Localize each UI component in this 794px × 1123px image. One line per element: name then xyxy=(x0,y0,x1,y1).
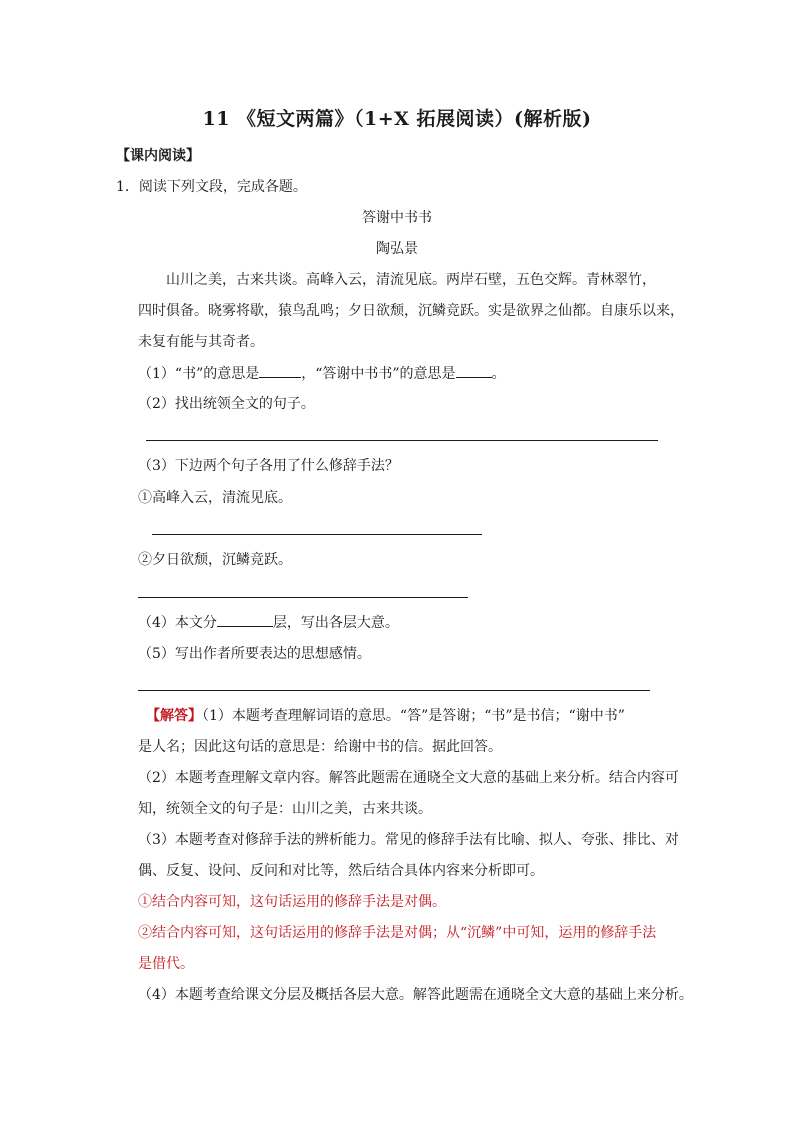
answer-text: （1）本题考查理解词语的意思。“答”是答谢；“书”是书信；“谢中书” xyxy=(202,708,625,724)
answer-line[interactable] xyxy=(152,534,482,535)
answer-text: 是借代。 xyxy=(138,956,194,972)
answer-blank[interactable] xyxy=(259,363,301,378)
answer-text: 偶、反复、设问、反问和对比等，然后结合具体内容来分析即可。 xyxy=(138,863,544,879)
sub-question-1-part-b: ，“答谢中书书”的意思是 xyxy=(301,366,456,382)
question-intro: 1．阅读下列文段，完成各题。 xyxy=(116,179,307,195)
answer-text: ①结合内容可知，这句话运用的修辞手法是对偶。 xyxy=(138,894,446,910)
section-heading: 【课内阅读】 xyxy=(116,148,200,164)
sub-question-3: （3）下边两个句子各用了什么修辞手法？ xyxy=(138,458,399,474)
sub-question-4-part-b: 层，写出各层大意。 xyxy=(272,615,399,631)
answer-line[interactable] xyxy=(138,690,650,691)
sub-question-3-item-2: ②夕日欲颓，沉鳞竞跃。 xyxy=(138,552,292,568)
passage-line: 山川之美，古来共谈。高峰入云，清流见底。两岸石壁，五色交辉。青林翠竹， xyxy=(166,272,656,288)
answer-text: （2）本题考查理解文章内容。解答此题需在通晓全文大意的基础上来分析。结合内容可 xyxy=(138,770,679,786)
answer-line[interactable] xyxy=(146,440,658,441)
answer-text: （4）本题考查给课文分层及概括各层大意。解答此题需在通晓全文大意的基础上来分析。 xyxy=(138,987,693,1003)
answer-text: （3）本题考查对修辞手法的辨析能力。常见的修辞手法有比喻、拟人、夸张、排比、对 xyxy=(138,832,679,848)
sub-question-2: （2）找出统领全文的句子。 xyxy=(138,396,315,412)
sub-question-1-part-a: （1）“书”的意思是 xyxy=(138,366,260,382)
passage-line: 未复有能与其奇者。 xyxy=(138,334,264,350)
answer-line[interactable] xyxy=(138,597,468,598)
answer-line-1 xyxy=(146,706,625,726)
sub-question-4 xyxy=(138,612,399,633)
answer-blank[interactable] xyxy=(217,612,273,627)
passage-line: 四时俱备。晓雾将歇，猿鸟乱鸣；夕日欲颓，沉鳞竞跃。实是欲界之仙都。自康乐以来， xyxy=(138,303,684,319)
page-title: 11 《短文两篇》（1+X 拓展阅读）(解析版) xyxy=(202,108,592,130)
answer-text: 知，统领全文的句子是：山川之美，古来共谈。 xyxy=(138,801,432,817)
answer-text: ②结合内容可知，这句话运用的修辞手法是对偶；从“沉鳞”中可知，运用的修辞手法 xyxy=(138,925,657,941)
sub-question-4-part-a: （4）本文分 xyxy=(138,615,217,631)
sub-question-1-part-c: 。 xyxy=(491,366,506,382)
sub-question-1 xyxy=(138,363,506,384)
sub-question-5: （5）写出作者所要表达的思想感情。 xyxy=(138,646,371,662)
answer-label: 【解答】 xyxy=(146,708,202,724)
sub-question-3-item-1: ①高峰入云，清流见底。 xyxy=(138,490,292,506)
passage-author: 陶弘景 xyxy=(376,241,418,257)
answer-blank[interactable] xyxy=(456,363,492,378)
answer-text: 是人名；因此这句话的意思是：给谢中书的信。据此回答。 xyxy=(138,739,502,755)
passage-title: 答谢中书书 xyxy=(362,210,432,226)
